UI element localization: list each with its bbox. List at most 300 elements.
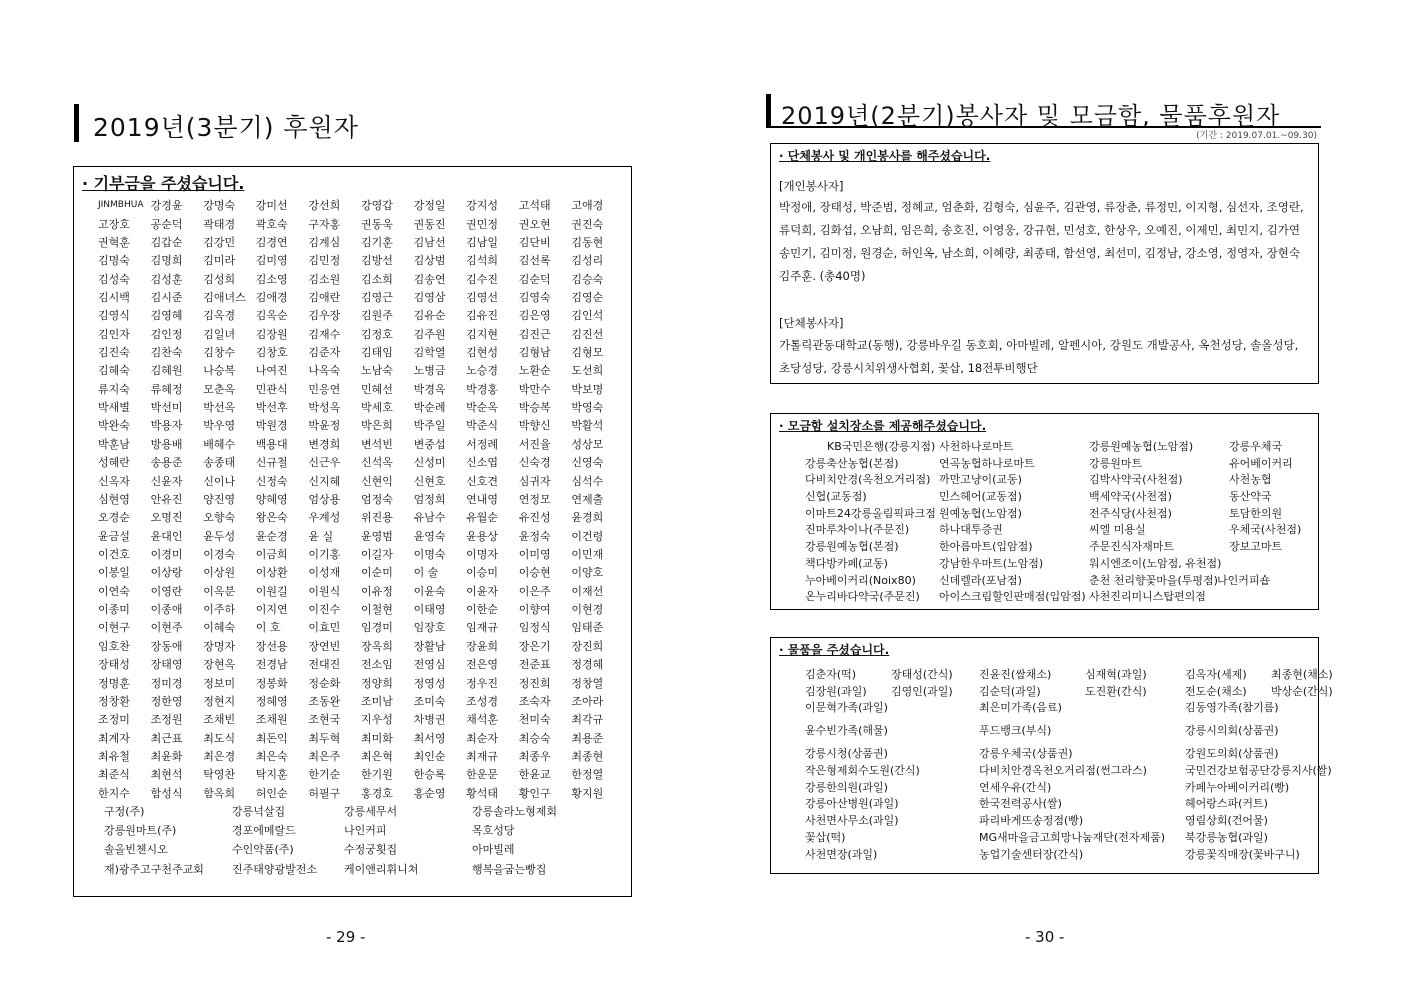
- donor-name: 김혜원: [150, 364, 183, 378]
- donor-name: 임경미: [360, 621, 393, 635]
- donor-name: 유남수: [413, 511, 446, 525]
- donor-name: 김명희: [150, 254, 183, 268]
- donor-name: 방용배: [150, 437, 183, 451]
- goods-donor: 꽃삽(떡): [805, 830, 846, 844]
- donor-name: 장활남: [413, 639, 446, 653]
- donor-name: 유진성: [518, 511, 551, 525]
- goods-donor: 파리바게뜨송정점(빵): [979, 814, 1084, 828]
- donor-name: 한지수: [98, 786, 130, 800]
- donor-name: 이혜숙: [203, 621, 236, 635]
- donor-name: 권민정: [466, 217, 499, 231]
- donor-name: 신옥자: [98, 474, 130, 488]
- location-name: 씨엘 미용실: [1089, 523, 1146, 537]
- donor-name: 장현옥: [203, 658, 236, 672]
- donor-name: 정창환: [98, 694, 130, 708]
- location-name: 전주식당(사천점): [1089, 506, 1172, 520]
- donor-name: 최서영: [413, 731, 446, 745]
- donor-name: 이현경: [571, 603, 604, 617]
- location-name: 신데렐라(포남점): [939, 573, 1022, 587]
- donor-name: 엄정희: [413, 492, 446, 506]
- donor-name: 박은희: [360, 419, 393, 433]
- donor-name: 이민재: [571, 548, 604, 561]
- name-row: [98, 637, 624, 655]
- name-row: [98, 471, 624, 489]
- donor-name: 권오현: [518, 217, 551, 231]
- donor-name: 신성미: [413, 456, 446, 470]
- donor-name: 변경희: [308, 437, 341, 451]
- donor-name: 김형모: [571, 346, 604, 360]
- donor-name: 김애란: [308, 290, 341, 304]
- donor-name: 김주원: [413, 327, 446, 341]
- donor-name: 박보명: [571, 382, 604, 396]
- donor-name: 장옥희: [360, 639, 393, 653]
- donor-name: 김옥순: [255, 309, 288, 323]
- donor-name: 양진영: [203, 492, 236, 506]
- org-name: 수인약품(주): [232, 843, 294, 857]
- donor-name: 공순덕: [150, 217, 183, 231]
- donor-name: 배혜수: [203, 437, 236, 451]
- donor-name: 최은주: [308, 749, 341, 763]
- name-row: [98, 288, 624, 306]
- goods-donor: 이문혁가족(과일): [805, 701, 888, 715]
- goods-donor: 강릉꽃직매장(꽃바구니): [1185, 847, 1300, 861]
- location-name: 강릉원마트: [1089, 456, 1143, 470]
- right-title-text: 2019년(2분기)봉사자 및 모금함, 물품후원자: [781, 102, 1281, 130]
- text-line: 박정애, 장태성, 박준범, 정혜교, 엄춘화, 김형숙, 심윤주, 김관영, 류장춘, 류정민, 이지형, 심선자, 조영란,: [779, 200, 1304, 214]
- donor-names-table: [98, 196, 624, 802]
- donor-name: 김송연: [413, 272, 446, 286]
- donor-name: 나승복: [203, 364, 236, 378]
- location-name: 강릉우체국: [1229, 440, 1283, 453]
- name-row: [98, 490, 624, 508]
- donor-name: 함옥희: [203, 786, 236, 800]
- donor-name: 오경순: [98, 511, 130, 525]
- donor-name: 엄정숙: [360, 492, 393, 506]
- donor-name: 이현구: [98, 621, 130, 635]
- donor-name: 신윤자: [150, 474, 183, 488]
- goods-donor: 박상순(간식): [1271, 684, 1333, 698]
- location-name: 신협(교동점): [805, 490, 867, 504]
- donor-name: 정한영: [150, 694, 183, 708]
- donor-name: 장태영: [150, 658, 183, 672]
- donor-name: 정창열: [571, 676, 604, 690]
- donor-name: 모춘옥: [203, 382, 236, 396]
- donor-name: 김인정: [150, 327, 183, 341]
- name-row: [98, 196, 624, 214]
- goods-donor: 최은미가족(음료): [979, 701, 1062, 715]
- donor-name: 김영근: [360, 290, 393, 304]
- donor-name: 김창호: [255, 346, 288, 360]
- location-name: 사천하나로마트: [939, 440, 1014, 453]
- donor-name: 임호찬: [98, 639, 130, 653]
- donor-name: 이원길: [255, 584, 288, 598]
- donor-name: 강미선: [255, 199, 288, 213]
- donor-name: 박우영: [203, 419, 236, 433]
- donor-name: 장명자: [203, 639, 236, 653]
- donor-name: 정보미: [203, 676, 236, 690]
- donor-name: 이진수: [308, 603, 341, 617]
- donor-name: 이 호: [255, 621, 281, 635]
- name-row: [98, 508, 624, 526]
- org-name: 강릉솔라노형제회: [472, 805, 558, 818]
- donor-name: 김인석: [571, 309, 604, 323]
- donor-name: 김명숙: [98, 254, 130, 268]
- donor-name: 고애경: [571, 199, 604, 213]
- donor-name: 성상모: [571, 437, 604, 451]
- donor-name: 류혜정: [150, 382, 183, 396]
- donor-name: 최재규: [466, 749, 499, 763]
- donor-name: 신정숙: [255, 474, 288, 488]
- donor-name: 김시백: [98, 290, 130, 304]
- donor-name: 장태성: [98, 658, 130, 672]
- donor-name: 서정례: [466, 437, 499, 451]
- donor-name: 김창수: [203, 346, 236, 360]
- donor-name: 이종미: [98, 603, 130, 617]
- donor-name: 김소희: [360, 272, 393, 286]
- donor-name: 김성훈: [150, 272, 183, 286]
- donor-name: 차병권: [413, 713, 446, 727]
- donor-name: 민응연: [308, 382, 341, 396]
- location-name: 민스헤어(교동점): [939, 490, 1022, 504]
- goods-donor: 사천면사무소(과일): [805, 814, 899, 828]
- donor-box: [73, 166, 632, 897]
- donor-name: 최순자: [466, 731, 499, 745]
- donor-name: 정명훈: [98, 676, 130, 690]
- goods-donor: 김영인(과일): [891, 684, 953, 698]
- goods-donor: 강릉아산병원(과일): [805, 797, 899, 811]
- donor-name: 심귀자: [518, 474, 551, 488]
- donor-name: 최은숙: [255, 749, 288, 763]
- donor-name: 정영성: [413, 676, 446, 690]
- org-name: 강릉넉살집: [232, 805, 286, 818]
- donor-name: 최윤화: [150, 749, 183, 763]
- donor-name: 김인자: [98, 327, 130, 341]
- donor-name: 윤용상: [466, 529, 499, 543]
- name-row: [98, 545, 624, 563]
- name-row: [98, 398, 624, 416]
- donor-name: 안유진: [150, 492, 183, 506]
- donor-name: 박윤정: [308, 419, 341, 433]
- donor-name: 박선후: [255, 401, 288, 415]
- individual-label: [개인봉사자]: [779, 179, 844, 193]
- donor-heading: · 기부금을 주셨습니다.: [82, 174, 245, 193]
- donor-name: 임재규: [466, 621, 499, 635]
- name-row: [98, 728, 624, 746]
- donor-name: 이기홍: [308, 548, 341, 561]
- donor-name: 이순미: [360, 566, 393, 580]
- donor-name: 정경혜: [571, 658, 604, 672]
- goods-donor: 강릉한의원(과일): [805, 780, 888, 794]
- name-row: [98, 306, 624, 324]
- name-row: [98, 600, 624, 618]
- org-name: 솔올빈첸시오: [104, 843, 168, 857]
- location-name: 강릉축산농협(본점): [805, 456, 899, 470]
- donor-name: 엄상용: [308, 492, 341, 506]
- goods-donor: 최종현(채소): [1271, 668, 1333, 681]
- org-name: 구정(주): [104, 805, 145, 818]
- donor-name: 이철현: [360, 603, 393, 617]
- org-name: 수정궁횟집: [344, 843, 398, 857]
- donor-name: 전영심: [413, 658, 446, 672]
- donor-name: 이성재: [308, 566, 341, 580]
- donor-name: 최종우: [518, 749, 551, 763]
- donor-name: 천미숙: [518, 713, 551, 727]
- goods-donor: 김춘자(떡): [805, 668, 857, 681]
- donor-name: 최승숙: [518, 731, 551, 745]
- donor-name: 이재선: [571, 584, 604, 598]
- donor-name: 이효민: [308, 621, 341, 635]
- name-row: [98, 655, 624, 673]
- location-name: 강남한우마트(노암점): [939, 556, 1044, 570]
- donor-name: JINMBHUA: [98, 200, 144, 211]
- donor-name: 신현호: [413, 474, 446, 488]
- donor-name: 김영숙: [518, 290, 551, 304]
- donor-name: 이양호: [571, 566, 604, 580]
- donor-name: 박승복: [518, 401, 551, 415]
- name-row: [98, 325, 624, 343]
- donor-name: 권동욱: [360, 217, 393, 231]
- donor-name: 박성옥: [308, 401, 341, 415]
- donor-name: 이종애: [150, 603, 183, 617]
- donor-name: 이연숙: [98, 584, 130, 598]
- donor-name: 이주하: [203, 603, 236, 617]
- donor-name: 강정일: [413, 199, 446, 213]
- goods-donor: 농업기술센터장(간식): [979, 847, 1084, 861]
- donor-name: 이태영: [413, 603, 446, 617]
- goods-donor: 한국전력공사(쌀): [979, 797, 1062, 811]
- donor-name: 김찬숙: [150, 346, 183, 360]
- donor-name: 최인순: [413, 749, 446, 763]
- group-label: [단체봉사자]: [779, 316, 844, 330]
- donor-name: 최각규: [571, 713, 604, 727]
- donor-name: 최도식: [203, 731, 236, 745]
- name-row: [98, 343, 624, 361]
- goods-donor: 도진환(간식): [1085, 684, 1147, 698]
- donor-name: 이은주: [518, 584, 551, 598]
- donor-name: 김학열: [413, 346, 446, 360]
- left-title-text: 2019년(3분기) 후원자: [93, 113, 359, 142]
- donor-name: 서진율: [518, 437, 551, 451]
- location-name: 하나대투증권: [939, 523, 1003, 537]
- donor-name: 박만수: [518, 382, 551, 396]
- org-name: 강릉세무서: [344, 805, 398, 818]
- text-line: 초당성당, 강릉시치위생사협회, 꽃삽, 18전투비행단: [779, 361, 1038, 375]
- text-line: 김주훈. (총40명): [779, 269, 866, 283]
- name-row: [98, 214, 624, 232]
- donor-name: 이명자: [466, 548, 499, 561]
- donor-name: 임장호: [413, 621, 446, 635]
- name-row: [98, 269, 624, 287]
- donor-name: 이승현: [518, 566, 551, 580]
- donor-name: 홍순영: [413, 786, 446, 800]
- donor-name: 김지현: [466, 327, 499, 341]
- donor-name: 민관식: [255, 382, 288, 396]
- donor-name: 백용대: [255, 437, 288, 451]
- donor-name: 심현영: [98, 492, 130, 506]
- location-name: 아이스크림할인판매점(입암점): [939, 590, 1086, 604]
- donor-name: 황석태: [466, 786, 499, 800]
- donor-name: 장연빈: [308, 639, 341, 653]
- donor-name: 전은영: [466, 658, 499, 672]
- donor-name: 조정미: [98, 713, 130, 727]
- left-page-title: [74, 104, 379, 142]
- donor-name: 박용자: [150, 419, 183, 433]
- donor-name: 신석옥: [360, 456, 393, 470]
- donor-name: 신규철: [255, 456, 288, 470]
- donor-name: 조성경: [466, 694, 499, 708]
- donor-name: 최준식: [98, 768, 130, 782]
- goods-donor: 윤수빈가족(해물): [805, 724, 888, 738]
- donor-name: 신호견: [466, 474, 499, 488]
- goods-donor: 다비치안경옥천오거리점(썬그라스): [979, 764, 1147, 778]
- donor-name: 신소엽: [466, 456, 499, 470]
- donor-name: 이건호: [98, 548, 130, 561]
- donor-name: 장은기: [518, 639, 551, 653]
- donor-name: 정진희: [518, 676, 551, 690]
- location-name: 까만고냥이(교동): [939, 473, 1022, 487]
- donor-name: 허필구: [308, 786, 341, 800]
- donor-name: 최두혁: [308, 731, 341, 745]
- page-number-left: - 29 -: [326, 928, 366, 946]
- donor-name: 이영란: [150, 584, 183, 598]
- donor-name: 이승미: [466, 566, 499, 580]
- donor-name: 노남숙: [360, 364, 393, 378]
- donor-name: 강경윤: [150, 199, 183, 213]
- donor-name: 김성리: [571, 254, 604, 268]
- donor-name: 김선록: [518, 254, 551, 268]
- goods-donor: 영림상회(건어물): [1185, 814, 1268, 828]
- location-name: 춘천 천리향꽃마을(투평점): [1089, 573, 1218, 587]
- donor-name: 이금희: [255, 548, 288, 561]
- donor-name: 임정식: [518, 621, 551, 635]
- donor-name: 김남일: [466, 235, 499, 249]
- text-line: 류덕희, 김화섭, 오남희, 임은희, 송호진, 이영웅, 강규현, 민성호, 한상우, 오예진, 이제민, 최민지, 김가연: [779, 223, 1300, 237]
- donor-name: 변중섭: [413, 437, 446, 451]
- donor-name: 김영삼: [413, 290, 446, 304]
- donor-name: 전경남: [255, 658, 288, 672]
- donor-name: 함성식: [150, 786, 183, 800]
- donor-name: 김동현: [571, 235, 604, 249]
- location-name: 토담한의원: [1229, 506, 1283, 520]
- donor-name: 고석태: [518, 199, 551, 213]
- donor-name: 황지원: [571, 786, 604, 800]
- donor-name: 윤영범: [360, 529, 393, 543]
- org-name: 재)광주고구천주교회: [104, 862, 204, 876]
- donor-name: 김형남: [518, 346, 551, 360]
- donor-name: 김수진: [466, 272, 499, 286]
- donor-name: 김남선: [413, 235, 446, 249]
- donor-name: 임태준: [571, 621, 604, 635]
- goods-donor: 김옥자(세제): [1185, 668, 1247, 681]
- donor-name: 신현익: [360, 474, 393, 488]
- donor-name: 윤경희: [571, 511, 604, 525]
- donor-name: 강지성: [466, 199, 499, 213]
- donor-name: 박세호: [360, 401, 393, 415]
- donor-name: 김승숙: [571, 272, 604, 286]
- donor-name: 조현국: [308, 713, 341, 727]
- location-name: 다비치안경(옥천오거리점): [805, 473, 931, 487]
- donor-name: 김진선: [571, 327, 604, 341]
- donor-name: 최계자: [98, 731, 130, 745]
- name-row: [98, 416, 624, 434]
- donor-name: 김은영: [518, 309, 551, 323]
- donor-name: 김영순: [571, 290, 604, 304]
- donor-name: 성혜란: [98, 456, 130, 470]
- goods-donor: 강원도의회(상품권): [1185, 747, 1279, 761]
- donation-box-heading: · 모금함 설치장소를 제공해주셨습니다.: [779, 419, 987, 433]
- donor-name: 김방선: [360, 254, 393, 268]
- donor-name: 조채원: [255, 713, 288, 727]
- volunteer-heading: · 단체봉사 및 개인봉사를 해주셨습니다.: [779, 149, 991, 163]
- donor-name: 곽태경: [203, 217, 236, 231]
- group-volunteers: [779, 334, 1298, 380]
- donor-name: 박순옥: [466, 401, 499, 415]
- donor-name: 송용준: [150, 456, 183, 470]
- location-name: 나인커피숍: [1217, 573, 1271, 587]
- location-name: 백세약국(사천점): [1089, 490, 1172, 504]
- text-line: 가톨릭관동대학교(동행), 강릉바우길 동호회, 아마빌레, 알펜시아, 강원도 개발공사, 옥천성당, 솔올성당,: [779, 338, 1299, 352]
- location-name: 누아베이커리(Noix80): [805, 573, 916, 587]
- name-row: [98, 251, 624, 269]
- donor-name: 한기순: [308, 768, 341, 782]
- goods-heading: · 물품을 주셨습니다.: [779, 643, 890, 657]
- name-row: [98, 582, 624, 600]
- donor-name: 전소임: [360, 658, 393, 672]
- donor-name: 김강민: [203, 235, 236, 249]
- donor-name: 최은혁: [360, 749, 393, 763]
- donor-name: 윤대인: [150, 529, 183, 543]
- org-name: 진주태양광발전소: [232, 862, 318, 876]
- donor-name: 윤순경: [255, 529, 288, 543]
- goods-donor: 김동영가족(참기름): [1185, 701, 1279, 715]
- donor-name: 신근우: [308, 456, 341, 470]
- donor-name: 황인구: [518, 786, 551, 800]
- goods-donor: 사천면장(과일): [805, 847, 878, 861]
- donor-name: 조숙자: [518, 694, 551, 708]
- donor-name: 이옥분: [203, 584, 236, 598]
- name-row: [98, 563, 624, 581]
- donor-name: 최돈익: [255, 731, 288, 745]
- name-row: [98, 453, 624, 471]
- location-name: 이마트24강릉올림픽파크점: [805, 506, 936, 520]
- donor-name: 이상랑: [150, 566, 183, 580]
- donor-name: 김혜숙: [98, 364, 130, 378]
- donor-name: 권동진: [413, 217, 446, 231]
- text-line: 송민기, 김미정, 원경순, 허인옥, 남소희, 이혜량, 최종태, 함선영, 최선미, 김정남, 강소영, 정영자, 장현숙: [779, 246, 1300, 260]
- donor-name: 연제출: [571, 492, 604, 506]
- donor-name: 박선옥: [203, 401, 236, 415]
- donor-name: 박새별: [98, 401, 130, 415]
- donor-name: 신영숙: [571, 456, 604, 470]
- donor-name: 조동완: [308, 694, 341, 708]
- location-name: 책다방카페(교동): [805, 556, 888, 570]
- location-name: 김박사약국(사천점): [1089, 473, 1183, 487]
- donor-name: 권진숙: [571, 217, 604, 231]
- donor-name: 신숙경: [518, 456, 551, 470]
- donor-name: 박영숙: [571, 401, 604, 415]
- donor-name: 이한순: [466, 603, 499, 617]
- goods-donor: 북강릉농협(과일): [1185, 830, 1268, 844]
- donor-name: 김갑순: [150, 235, 183, 249]
- donor-name: 조채빈: [203, 713, 236, 727]
- donor-name: 이향여: [518, 603, 551, 617]
- goods-donor: 강릉시의회(상품권): [1185, 724, 1279, 738]
- donor-name: 김재수: [308, 327, 341, 341]
- donor-name: 곽호숙: [255, 217, 288, 231]
- donor-name: 김애경: [255, 290, 288, 304]
- donor-name: 최유철: [98, 749, 130, 763]
- goods-donor: 국민건강보험공단강릉지사(쌀): [1185, 764, 1332, 778]
